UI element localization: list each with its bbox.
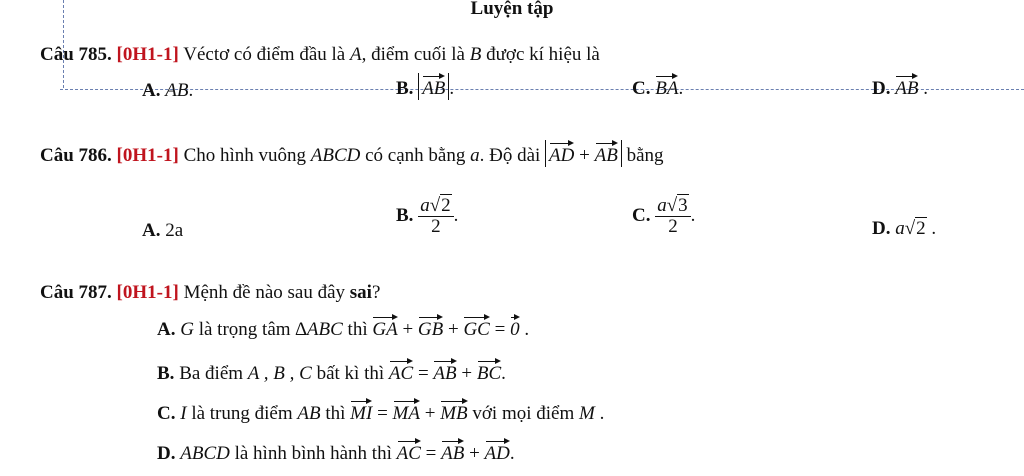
question-text-2: có cạnh bằng	[365, 145, 466, 166]
option-786-a[interactable]	[142, 220, 183, 242]
option-text: AB	[165, 80, 189, 101]
option-label: A.	[142, 220, 161, 241]
option-text: 2a	[165, 220, 184, 241]
question-number: Câu 786.	[40, 145, 112, 166]
option-786-c[interactable]: C. $\frac{a√3}{2}$ .	[632, 195, 696, 237]
option-786-d[interactable]: D. a√2 .	[872, 218, 937, 239]
option-785-d[interactable]: D. AB .	[872, 73, 928, 100]
magnitude-bars	[418, 73, 449, 100]
magnitude-bars: AD + AB	[545, 140, 622, 167]
option-785-b[interactable]: B. AB .	[396, 73, 454, 100]
page-title: Luyện tập	[470, 0, 554, 19]
question-bold: sai	[349, 282, 372, 303]
point-a: A	[349, 44, 362, 65]
option-label: B.	[396, 78, 414, 99]
question-tag: [0H1-1]	[116, 44, 179, 65]
vector-ab: AB	[422, 73, 445, 98]
option-786-b[interactable]: B. $\frac{a√2}{2}$ .	[396, 195, 459, 237]
question-787	[40, 282, 380, 304]
option-787-a[interactable]: A. G là trọng tâm ∆ABC thì GA + GB + GC = 0 .	[157, 314, 529, 341]
question-end: ?	[371, 282, 381, 303]
vector-ab: AB	[595, 140, 618, 165]
question-number: Câu 787.	[40, 282, 112, 303]
fraction: $\frac{a√2}{2}$	[418, 196, 453, 237]
vector-ab: AB	[895, 73, 918, 98]
option-787-d[interactable]: D. ABCD là hình bình hành thì AC = AB + AD.	[157, 438, 515, 465]
side-a: a	[470, 145, 480, 166]
option-label: C.	[632, 204, 651, 226]
question-text-mid: , điểm cuối là	[361, 44, 465, 65]
option-787-c[interactable]: C. I là trung điểm AB thì MI = MA + MB với mọi điểm M .	[157, 398, 604, 425]
option-label: A.	[157, 319, 176, 340]
option-label: B.	[157, 363, 175, 384]
question-785	[40, 44, 600, 66]
question-text-3: . Độ dài	[479, 145, 541, 166]
option-label: B.	[396, 204, 414, 226]
question-tag: [0H1-1]	[116, 145, 179, 166]
option-label: D.	[157, 443, 176, 464]
question-number: Câu 785.	[40, 44, 112, 65]
vector-ba: BA	[655, 73, 678, 98]
option-label: D.	[872, 218, 891, 239]
question-text: Véctơ có điểm đầu là	[183, 44, 346, 65]
shape-name: ABCD	[310, 145, 361, 166]
question-tag: [0H1-1]	[116, 282, 179, 303]
question-text-end: được kí hiệu là	[486, 44, 600, 65]
option-label: D.	[872, 78, 891, 99]
option-785-a[interactable]: A. AB.	[142, 80, 194, 101]
question-786	[40, 140, 664, 167]
vector-ad: AD	[549, 140, 574, 165]
point-b: B	[469, 44, 482, 65]
option-787-b[interactable]: B. Ba điểm A , B , C bất kì thì AC = AB + BC.	[157, 358, 506, 385]
option-label: C.	[157, 403, 176, 424]
fraction: $\frac{a√3}{2}$	[655, 196, 690, 237]
question-text-end: bằng	[626, 145, 664, 166]
question-text: Mệnh đề nào sau đây	[183, 282, 346, 303]
option-label: C.	[632, 78, 651, 99]
option-label: A.	[142, 80, 161, 101]
question-text: Cho hình vuông	[183, 145, 307, 166]
option-785-c[interactable]: C. BA.	[632, 73, 683, 100]
